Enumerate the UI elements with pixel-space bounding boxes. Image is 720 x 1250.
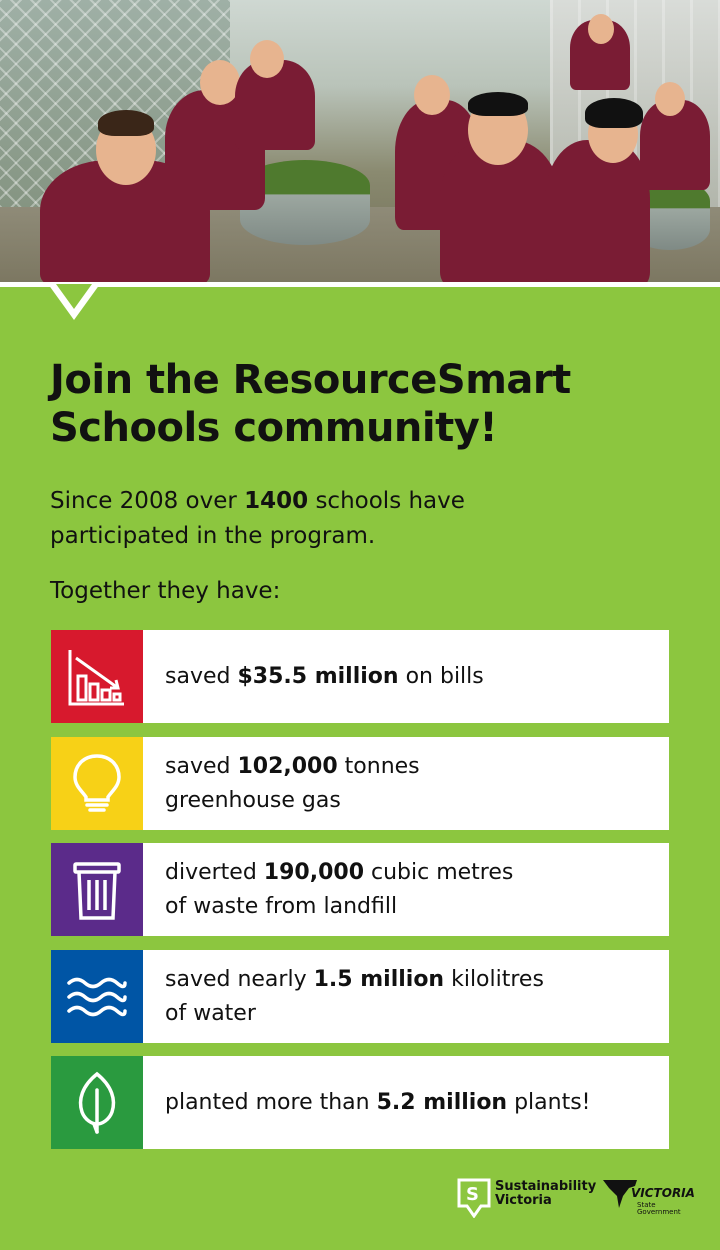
trash-bin-icon: [71, 858, 123, 922]
stat-row-waste: [51, 843, 669, 936]
svg-text:S: S: [466, 1184, 479, 1205]
victoria-wordmark: VICTORIA: [631, 1186, 695, 1200]
sv-text: [495, 1180, 596, 1208]
vic-sub-2: Government: [637, 1208, 681, 1216]
stat-row-bills: [51, 630, 669, 723]
stat-text: [143, 963, 544, 1031]
student-head: [250, 40, 284, 78]
victoria-government-logo: [601, 1176, 695, 1220]
stat-line-2: of waste from landfill: [165, 893, 398, 919]
student-hair: [585, 98, 643, 128]
leaf-icon: [74, 1070, 120, 1136]
intro-post: schools have: [308, 488, 465, 514]
stat-post: kilolitres: [444, 966, 544, 992]
stat-text: [143, 750, 420, 818]
together-heading: Together they have:: [50, 578, 281, 604]
stat-value: 190,000: [263, 859, 364, 885]
stat-row-plants: [51, 1056, 669, 1149]
stat-icon-box: [51, 950, 143, 1043]
stat-row-greenhouse: [51, 737, 669, 830]
stat-text: [143, 856, 513, 924]
title-line-2: Schools community!: [50, 405, 498, 451]
lightbulb-icon: [70, 752, 124, 816]
stat-value: 102,000: [237, 753, 338, 779]
student-head: [414, 75, 450, 115]
photo-divider: [0, 282, 720, 296]
stat-line-2: of water: [165, 1000, 256, 1026]
page-title: [50, 356, 670, 452]
stat-pre: saved: [165, 663, 238, 689]
stat-text: [143, 660, 484, 694]
victoria-sub: [637, 1202, 681, 1216]
stat-post: cubic metres: [364, 859, 514, 885]
student-figure: [545, 140, 650, 287]
stat-pre: saved: [165, 753, 238, 779]
stat-post: tonnes: [337, 753, 420, 779]
sv-line-2: Victoria: [495, 1193, 552, 1208]
intro-pre: Since 2008 over: [50, 488, 245, 514]
intro-line-2: participated in the program.: [50, 523, 376, 549]
stat-line-2: greenhouse gas: [165, 787, 341, 813]
stat-pre: diverted: [165, 859, 264, 885]
stat-pre: saved nearly: [165, 966, 314, 992]
stat-text: [143, 1086, 591, 1120]
sv-line-1: Sustainability: [495, 1179, 597, 1194]
stat-row-water: [51, 950, 669, 1043]
water-waves-icon: [65, 973, 129, 1021]
intro-paragraph: [50, 484, 650, 554]
stat-icon-box: [51, 737, 143, 830]
intro-school-count: 1400: [244, 488, 309, 514]
title-line-1: Join the ResourceSmart: [50, 357, 571, 403]
student-head: [200, 60, 240, 105]
stat-value: 5.2 million: [376, 1089, 508, 1115]
stat-icon-box: [51, 630, 143, 723]
student-hair: [98, 110, 154, 136]
footer-logos: [455, 1172, 695, 1222]
notch-inner-decoration: [56, 284, 92, 309]
stat-value: $35.5 million: [237, 663, 399, 689]
student-head: [655, 82, 685, 116]
stat-pre: planted more than: [165, 1089, 377, 1115]
sv-mark-icon: [457, 1178, 491, 1218]
vic-sub-1: State: [637, 1201, 656, 1209]
sustainability-victoria-logo: [455, 1172, 595, 1222]
bar-chart-down-icon: [66, 646, 128, 708]
stat-post: on bills: [398, 663, 484, 689]
student-head: [588, 14, 614, 44]
stat-icon-box: [51, 1056, 143, 1149]
stat-icon-box: [51, 843, 143, 936]
student-hair: [468, 92, 528, 116]
hero-photo: [0, 0, 720, 287]
stat-post: plants!: [507, 1089, 591, 1115]
stat-value: 1.5 million: [313, 966, 445, 992]
